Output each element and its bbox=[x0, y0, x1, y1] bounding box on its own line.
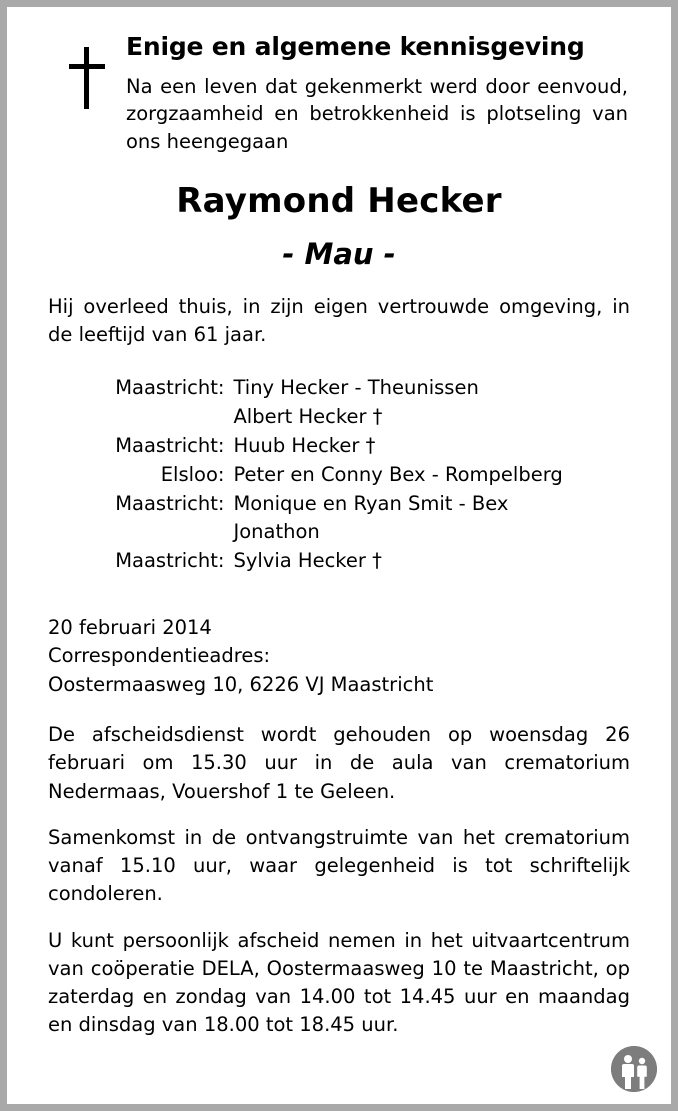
deceased-name: Raymond Hecker bbox=[176, 180, 502, 221]
passing-text: Hij overleed thuis, in zijn eigen vertrouwde omgeving, in de leeftijd van 61 jaar. bbox=[48, 294, 630, 346]
family-people: Peter en Conny Bex - Rompelberg bbox=[233, 462, 563, 486]
table-row bbox=[115, 374, 563, 403]
farewell-details: U kunt persoonlijk afscheid nemen in het uitvaartcentrum van coöperatie DELA, Oostermaasweg 10 te Maastricht, op zaterdag en zondag van 14.00 tot 14.45 uur en maandag en dinsdag van 18.00 tot 18.45 uur. bbox=[48, 928, 630, 1037]
cross-horizontal-bar bbox=[69, 64, 105, 69]
obituary-content bbox=[7, 7, 671, 1104]
family-people: Jonathon bbox=[233, 520, 320, 544]
correspondence-address: Oostermaasweg 10, 6226 VJ Maastricht bbox=[48, 672, 434, 696]
family-people: Monique en Ryan Smit - Bex bbox=[233, 491, 509, 515]
family-place: Elsloo: bbox=[160, 462, 225, 486]
announcement-title: Enige en algemene kennisgeving bbox=[126, 32, 585, 61]
family-place: Maastricht: bbox=[115, 376, 225, 400]
cross-vertical-bar bbox=[84, 47, 89, 109]
dela-logo-icon bbox=[611, 1046, 657, 1092]
table-row bbox=[115, 461, 563, 490]
family-people: Tiny Hecker - Theunissen bbox=[233, 376, 479, 400]
family-people: Sylvia Hecker † bbox=[233, 549, 382, 573]
cross-icon bbox=[69, 47, 105, 109]
family-place bbox=[115, 518, 233, 547]
table-row bbox=[115, 518, 563, 547]
gathering-details: Samenkomst in de ontvangstruimte van het crematorium vanaf 15.10 uur, waar gelegenheid is tot schriftelijk condoleren. bbox=[48, 825, 630, 906]
table-row bbox=[115, 490, 563, 519]
family-place: Maastricht: bbox=[115, 433, 225, 457]
cross-icon-wrap bbox=[48, 33, 126, 109]
deceased-nickname: - Mau - bbox=[282, 236, 396, 271]
notice-date: 20 februari 2014 bbox=[48, 616, 212, 640]
family-place: Maastricht: bbox=[115, 549, 225, 573]
family-people: Albert Hecker † bbox=[233, 405, 383, 429]
service-details: De afscheidsdienst wordt gehouden op woensdag 26 februari om 15.30 uur in de aula van crematorium Nedermaas, Vouershof 1 te Geleen. bbox=[48, 723, 630, 803]
table-row bbox=[115, 547, 563, 576]
family-list bbox=[115, 374, 563, 576]
family-place bbox=[115, 403, 233, 432]
header-row bbox=[48, 33, 630, 156]
announcement-intro: Na een leven dat gekenmerkt werd door eenvoud, zorgzaamheid en betrokkenheid is plotseling van ons heengegaan bbox=[126, 74, 628, 154]
table-row bbox=[115, 403, 563, 432]
header-text bbox=[126, 33, 630, 156]
table-row bbox=[115, 432, 563, 461]
correspondence-label: Correspondentieadres: bbox=[48, 644, 271, 668]
family-place: Maastricht: bbox=[115, 491, 225, 515]
family-people: Huub Hecker † bbox=[233, 433, 376, 457]
date-and-address-block bbox=[48, 614, 630, 699]
